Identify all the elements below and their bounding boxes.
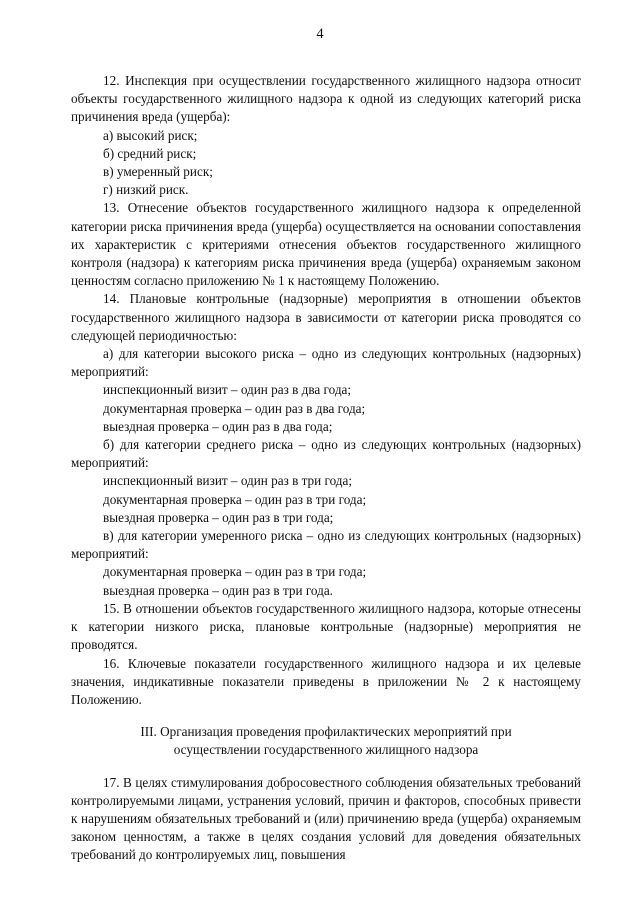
- list-item: документарная проверка – один раз в три года;: [103, 564, 367, 580]
- risk-item-moderate: в) умеренный риск;: [103, 164, 213, 180]
- risk-item-high: а) высокий риск;: [103, 127, 198, 143]
- paragraph-14a: а) для категории высокого риска – одно из следующих контрольных (надзорных) мероприятий:: [71, 346, 581, 380]
- risk-item-medium: б) средний риск;: [103, 145, 197, 161]
- list-item: выездная проверка – один раз в три года.: [103, 582, 333, 598]
- paragraph-16: 16. Ключевые показатели государственного жилищного надзора и их целевые значения, индикативные показатели приведены в приложении № 2 к настоящему Положению.: [71, 655, 581, 707]
- page-number: 4: [316, 26, 324, 42]
- paragraph-15: 15. В отношении объектов государственного жилищного надзора, которые отнесены к категории низкого риска, плановые контрольные (надзорные) мероприятия не проводятся.: [71, 600, 581, 653]
- risk-item-low: г) низкий риск.: [103, 182, 189, 198]
- list-item: выездная проверка – один раз в три года;: [103, 509, 334, 525]
- list-item: инспекционный визит – один раз в три года;: [103, 473, 353, 489]
- section-heading-line-1: III. Организация проведения профилактических мероприятий при: [140, 724, 512, 740]
- list-item: документарная проверка – один раз в три года;: [103, 491, 367, 507]
- list-item: выездная проверка – один раз в два года;: [103, 418, 333, 434]
- section-heading: [71, 723, 581, 759]
- list-item: инспекционный визит – один раз в два года;: [103, 382, 352, 398]
- paragraph-17: 17. В целях стимулирования добросовестного соблюдения обязательных требований контролируемыми лицами, устранения условий, причин и факторов, способных привести к нарушениям обязательных требований и (или) причинению вреда (ущерба) охраняемым законом ценностям, а также в целях создания условий для доведения обязательных требований до контролируемых лиц, повышения: [71, 774, 581, 863]
- paragraph-14: 14. Плановые контрольные (надзорные) мероприятия в отношении объектов государственного жилищного надзора в зависимости от категории риска проводятся со следующей периодичностью:: [71, 291, 581, 343]
- paragraph-12: 12. Инспекция при осуществлении государственного жилищного надзора относит объекты государственного жилищного надзора к одной из следующих категорий риска причинения вреда (ущерба):: [71, 73, 581, 125]
- list-item: документарная проверка – один раз в два года;: [103, 400, 366, 416]
- paragraph-14c: в) для категории умеренного риска – одно из следующих контрольных (надзорных) мероприятий:: [71, 528, 581, 562]
- document-body: [71, 72, 581, 865]
- section-heading-line-2: осуществлении государственного жилищного надзора: [173, 742, 479, 758]
- paragraph-14b: б) для категории среднего риска – одно из следующих контрольных (надзорных) мероприятий:: [71, 437, 581, 471]
- paragraph-13: 13. Отнесение объектов государственного жилищного надзора к определенной категории риска причинения вреда (ущерба) осуществляется на основании сопоставления их характеристик с критериями отнесения объектов государственного жилищного контроля (надзора) к категориям риска причинения вреда (ущерба) охраняемым законом ценностям согласно приложению № 1 к настоящему Положению.: [71, 200, 581, 289]
